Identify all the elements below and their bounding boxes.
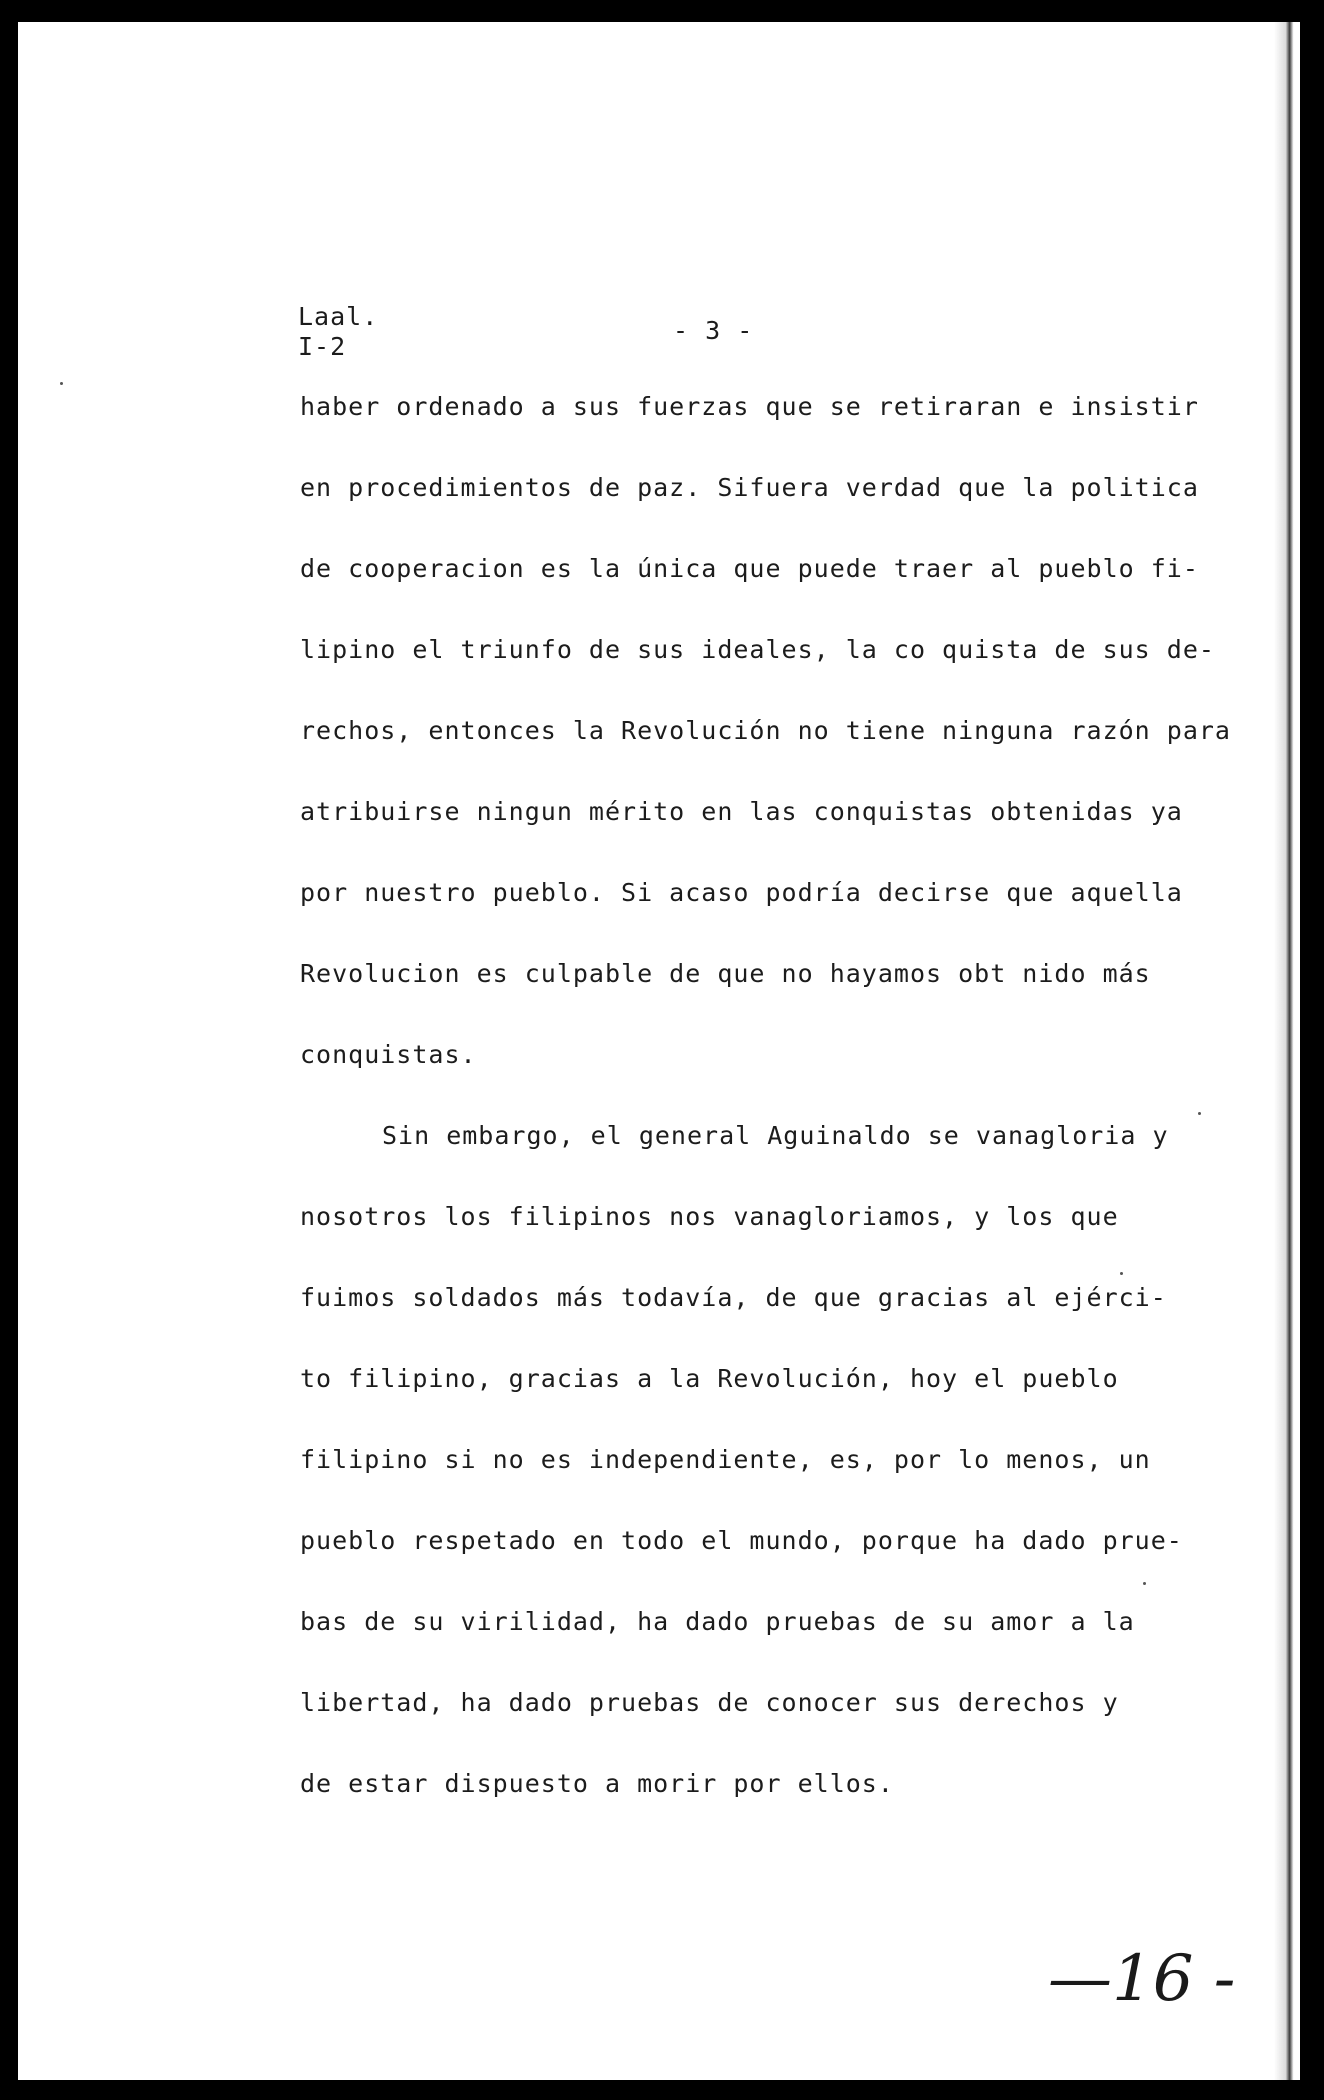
text-line: rechos, entonces la Revolución no tiene ninguna razón para — [300, 716, 1231, 745]
paper-speck — [1120, 1272, 1123, 1275]
reference-code — [298, 302, 378, 362]
page-number: - 3 - — [673, 316, 754, 345]
text-line: haber ordenado a sus fuerzas que se retiraran e insistir — [300, 392, 1199, 421]
document-page — [18, 22, 1300, 2080]
body-text — [300, 392, 1260, 1850]
page-edge-shadow — [1274, 22, 1300, 2080]
paper-speck — [1143, 1582, 1146, 1585]
text-line: libertad, ha dado pruebas de conocer sus derechos y — [300, 1688, 1119, 1717]
text-line: filipino si no es independiente, es, por lo menos, un — [300, 1445, 1151, 1474]
paper-speck — [60, 382, 63, 385]
text-line: bas de su virilidad, ha dado pruebas de su amor a la — [300, 1607, 1135, 1636]
text-line: nosotros los filipinos nos vanagloriamos, y los que — [300, 1202, 1119, 1231]
text-line: to filipino, gracias a la Revolución, hoy el pueblo — [300, 1364, 1119, 1393]
paper-speck — [1198, 1112, 1201, 1115]
text-line: por nuestro pueblo. Si acaso podría decirse que aquella — [300, 878, 1183, 907]
reference-line-2: I-2 — [298, 332, 347, 361]
handwritten-folio-number: —16 - — [1048, 1942, 1236, 2016]
paragraph-start-line: Sin embargo, el general Aguinaldo se vanagloria y — [382, 1121, 1169, 1150]
text-line: en procedimientos de paz. Sifuera verdad que la politica — [300, 473, 1199, 502]
text-line: atribuirse ningun mérito en las conquistas obtenidas ya — [300, 797, 1183, 826]
text-line: de estar dispuesto a morir por ellos. — [300, 1769, 894, 1798]
reference-line-1: Laal. — [298, 302, 379, 331]
text-line: conquistas. — [300, 1040, 477, 1069]
text-line: fuimos soldados más todavía, de que gracias al ejérci- — [300, 1283, 1167, 1312]
text-line: Revolucion es culpable de que no hayamos obt nido más — [300, 959, 1151, 988]
text-line: de cooperacion es la única que puede traer al pueblo fi- — [300, 554, 1199, 583]
text-line: pueblo respetado en todo el mundo, porque ha dado prue- — [300, 1526, 1183, 1555]
text-line: lipino el triunfo de sus ideales, la co quista de sus de- — [300, 635, 1215, 664]
